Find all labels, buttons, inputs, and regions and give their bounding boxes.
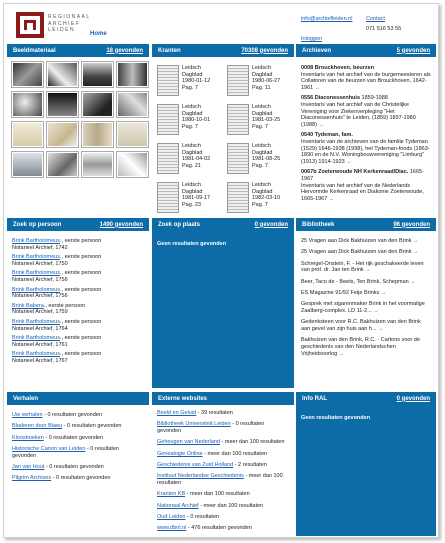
person-source: Notarieel Archief, 1761 <box>12 341 68 348</box>
external-item <box>157 421 289 435</box>
newspaper-thumbnail[interactable] <box>227 182 249 213</box>
newspaper-date: 1982-03-10 <box>252 195 281 202</box>
archive-title: 0540 Tydeman, fam. <box>301 132 353 139</box>
external-link[interactable]: Nationaal Archief <box>157 502 199 509</box>
library-title: Bakhuizen van den Brink, R.C. - Cartons voor de geschiedenis van den Nederlandschen Vrijheidsoorlog <box>301 337 420 358</box>
newspaper-name: Dagblad <box>182 149 203 156</box>
email-link[interactable]: info@archiefleiden.nl <box>301 16 353 22</box>
person-source: Notarieel Archief, 1756 <box>12 276 68 283</box>
external-item <box>157 525 289 532</box>
more-arrow-icon[interactable]: → <box>338 351 345 358</box>
person-source: Notarieel Archief, 1756 <box>12 293 68 300</box>
archive-description: Inventaris van het archief van de Christelijke Vereniging voor Ziekenverpleging "Het Diaconessenhuis" te Leiden, (1859) 1897-1980 (1988) <box>301 101 416 128</box>
person-item <box>12 351 144 364</box>
site-header <box>4 4 438 44</box>
image-thumbnail[interactable] <box>47 92 78 117</box>
newspaper-name: Dagblad <box>252 71 273 78</box>
newspaper-name: Dagblad <box>252 188 273 195</box>
newspaper-name: Leidsch <box>252 65 271 71</box>
newspaper-item[interactable] <box>157 182 223 214</box>
newspaper-date: 1980-01-12 <box>182 78 211 85</box>
newspaper-thumbnail[interactable] <box>157 182 179 213</box>
more-arrow-icon[interactable]: → <box>318 121 324 128</box>
person-source: Notarieel Archief, 1767 <box>12 357 68 364</box>
image-thumbnail[interactable] <box>82 62 113 87</box>
archive-title: 0008 Brouckhoven, beurzen <box>301 65 375 71</box>
panel-title: Beeldmateriaal <box>13 47 56 54</box>
more-arrow-icon[interactable]: → <box>314 84 321 91</box>
story-link[interactable]: Jan van Hout <box>12 463 45 470</box>
archive-logo-icon[interactable] <box>16 12 44 38</box>
external-item <box>157 514 289 521</box>
person-role: ., eerste persoon <box>60 286 102 293</box>
newspaper-name: Leidsch <box>182 104 201 110</box>
library-title: Gesprek met sigarenmaker Brink in het voormalige Zaalberg-complex. LD 11-2... <box>301 301 425 315</box>
external-link[interactable]: Beeld en Geluid <box>157 410 197 416</box>
newspaper-item[interactable] <box>227 65 293 98</box>
archive-years: 1665-1967 <box>301 169 424 182</box>
newspaper-item[interactable] <box>157 65 223 98</box>
story-result: - 0 resultaten gevonden <box>12 445 120 459</box>
library-title: ES Magazine 91/92 Feije Brinks <box>301 289 380 296</box>
library-item[interactable] <box>301 290 431 297</box>
newspaper-date: 1981-03-25 <box>252 117 281 124</box>
newspaper-name: Dagblad <box>252 149 273 156</box>
newspaper-grid <box>157 65 289 214</box>
archive-item[interactable] <box>301 65 431 91</box>
newspaper-page: Pag. 7 <box>252 123 268 130</box>
image-thumbnail[interactable] <box>82 152 113 177</box>
newspaper-date: 1980-06-27 <box>252 78 281 85</box>
external-item <box>157 473 289 487</box>
person-link[interactable]: Brink Babera <box>12 302 44 309</box>
library-title: Gedenksteen voor R.C. Bakhuizen van den Brink aan gevel van zijn huis aan h... <box>301 319 421 333</box>
newspaper-page: Pag. 11 <box>252 84 271 91</box>
image-thumbnail[interactable] <box>47 122 78 147</box>
image-thumbnail[interactable] <box>12 92 43 117</box>
archive-description: Inventaris van het archief van de Nederlands Hervormde Kerkenraad en Diakonie Zoeterwoude, 1665-1967 <box>301 182 424 202</box>
story-result: - 0 resultaten gevonden <box>62 423 122 430</box>
newspaper-name: Dagblad <box>182 188 203 195</box>
story-item <box>12 423 144 430</box>
story-link[interactable]: Bladeren door Blaeu <box>12 423 63 430</box>
external-result: - 39 resultaten <box>196 410 233 416</box>
no-results-message: Geen resultaten gevonden <box>301 415 371 421</box>
newspaper-item[interactable] <box>157 104 223 137</box>
story-item <box>12 412 144 419</box>
panel-beeldmateriaal <box>7 44 149 214</box>
person-source: Notarieel Archief, 1750 <box>12 260 68 267</box>
image-thumbnail[interactable] <box>117 62 148 87</box>
archive-title: 0556 Diaconessenhuis <box>301 95 361 102</box>
newspaper-page: Pag. 7 <box>182 84 198 91</box>
story-link[interactable]: Historische Canon van Leiden <box>12 445 86 452</box>
library-title: 25 Vragen aan Dick Bakhuizen van den Brink <box>301 238 412 244</box>
story-link[interactable]: Kloosboeken <box>12 434 44 441</box>
result-count-link[interactable]: 5 gevonden <box>396 47 430 54</box>
newspaper-thumbnail[interactable] <box>227 143 249 174</box>
panel-plaats <box>152 218 294 388</box>
external-result: - 2 resultaten <box>233 461 267 468</box>
person-item <box>12 238 144 251</box>
more-arrow-icon[interactable]: → <box>413 238 419 244</box>
home-link[interactable]: Home <box>90 31 107 37</box>
person-link[interactable]: Brink Bartholomeus <box>12 238 60 244</box>
external-result: - meer dan 100 resultaten <box>157 473 283 487</box>
external-result: - meer dan 100 resultaten <box>220 439 285 446</box>
newspaper-name: Dagblad <box>252 110 273 117</box>
panel-kranten <box>152 44 294 214</box>
newspaper-page: Pag. 7 <box>252 162 268 169</box>
panel-bibliotheek <box>296 218 436 388</box>
person-role: ., eerste persoon <box>60 270 102 277</box>
panel-title: Bibliotheek <box>302 221 335 228</box>
panel-persoon <box>7 218 149 388</box>
newspaper-thumbnail[interactable] <box>227 104 249 135</box>
newspaper-name: Leidsch <box>182 143 201 149</box>
newspaper-name: Leidsch <box>252 143 271 149</box>
image-thumbnail[interactable] <box>117 152 148 177</box>
story-item <box>12 435 144 442</box>
person-item <box>12 319 144 332</box>
library-item[interactable] <box>301 301 431 315</box>
library-item[interactable] <box>301 337 431 357</box>
panel-title: Info RAL <box>302 395 327 402</box>
library-item[interactable] <box>301 319 431 333</box>
panel-title: Zoek op plaats <box>158 221 201 228</box>
external-item <box>157 439 289 446</box>
result-count-link[interactable]: 96 gevonden <box>393 221 430 228</box>
contact-link[interactable]: Contact <box>366 16 385 22</box>
story-result: - 0 resultaten gevonden <box>44 463 104 470</box>
external-item <box>157 503 289 510</box>
newspaper-item[interactable] <box>227 104 293 137</box>
library-item[interactable] <box>301 261 431 275</box>
newspaper-date: 1980-10-01 <box>182 117 211 124</box>
person-link[interactable]: Brink Bartholomeus <box>12 286 60 293</box>
story-result: - 0 resultaten gevonden <box>51 475 111 482</box>
person-role: ., eerste persoon <box>60 351 102 358</box>
newspaper-name: Leidsch <box>182 65 201 71</box>
external-link[interactable]: Instituut Nederlandse Geschiedenis <box>157 473 244 480</box>
external-result: - meer dan 100 resultaten <box>202 450 268 457</box>
newspaper-name: Leidsch <box>252 104 271 110</box>
person-role: ., eerste persoon <box>43 302 86 309</box>
newspaper-thumbnail[interactable] <box>157 143 179 174</box>
panel-title: Zoek op persoon <box>13 221 62 228</box>
external-link[interactable]: Kranten KB <box>157 491 186 498</box>
more-arrow-icon[interactable]: → <box>373 308 379 315</box>
archive-years: 1859-1988 <box>360 95 388 102</box>
person-link[interactable]: Brink Bartholomeus <box>12 270 60 277</box>
person-role: ., eerste persoon <box>60 318 102 325</box>
newspaper-thumbnail[interactable] <box>157 65 179 96</box>
panel-externe-websites <box>152 392 294 536</box>
person-link[interactable]: Brink Bartholomeus <box>12 318 60 325</box>
result-count-link[interactable]: 1490 gevonden <box>99 221 143 228</box>
panel-title: Verhalen <box>13 395 39 402</box>
external-link[interactable]: Oud Leiden <box>157 513 186 520</box>
external-item <box>157 491 289 498</box>
person-source: Notarieel Archief, 1742 <box>12 244 68 251</box>
newspaper-thumbnail[interactable] <box>227 65 249 96</box>
image-thumbnail[interactable] <box>117 122 148 147</box>
newspaper-name: Leidsch <box>252 182 271 188</box>
page <box>3 3 439 538</box>
newspaper-item[interactable] <box>227 143 293 176</box>
image-thumbnail[interactable] <box>12 62 43 87</box>
external-item <box>157 451 289 458</box>
more-arrow-icon[interactable]: → <box>380 289 387 296</box>
library-title: 25 Vragen aan Dick Bakhuizen van den Brink <box>301 249 412 256</box>
panel-verhalen <box>7 392 149 536</box>
newspaper-date: 1981-04-02 <box>182 156 211 163</box>
result-count-link[interactable]: 18 gevonden <box>106 47 143 54</box>
external-item <box>157 410 289 417</box>
story-item <box>12 446 144 460</box>
external-result: - 0 resultaten <box>185 513 220 520</box>
more-arrow-icon[interactable]: → <box>413 249 419 256</box>
person-role: ., eerste persoon <box>60 254 102 261</box>
library-item[interactable] <box>301 249 431 256</box>
archive-description: Inventaris van het archief van de burgemeesteren als Collatoren van de beurzen van Brouckhoven, 1642-1961 <box>301 71 431 91</box>
panel-archieven <box>296 44 436 214</box>
result-count-link[interactable]: 0 gevonden <box>254 221 288 228</box>
phone-number: 071 516 53 55 <box>366 26 402 32</box>
archive-item[interactable] <box>301 132 431 165</box>
newspaper-thumbnail[interactable] <box>157 104 179 135</box>
newspaper-page: Pag. 7 <box>182 123 198 130</box>
newspaper-name: Leidsch <box>182 182 201 188</box>
newspaper-page: Pag. 23 <box>182 201 201 208</box>
story-item <box>12 475 144 482</box>
logo-line: REGIONAAL <box>48 14 91 20</box>
person-role: ., eerste persoon <box>60 238 102 244</box>
no-results-message: Geen resultaten gevonden <box>157 241 227 247</box>
more-arrow-icon[interactable]: → <box>365 267 371 274</box>
person-link[interactable]: Brink Bartholomeus <box>12 254 60 261</box>
more-arrow-icon[interactable]: → <box>410 278 416 285</box>
library-title: Beer, Taco de - Beets, Ten Brink, Schepman <box>301 278 409 285</box>
external-result: - 476 resultaten gevonden <box>186 525 252 532</box>
library-title: Schregel-Onstein, F. - Het rijk geschakeerde leven van prof. dr. Jan ten Brink <box>301 260 424 274</box>
image-thumbnail[interactable] <box>47 152 78 177</box>
archive-title: 0067b Zoeterwoude NH Kerkenraad/Diac. <box>301 169 409 176</box>
panel-title: Externe websites <box>158 395 208 402</box>
image-thumbnail[interactable] <box>82 92 113 117</box>
result-count-link[interactable]: 70308 gevonden <box>241 47 288 54</box>
image-thumbnail[interactable] <box>82 122 113 147</box>
newspaper-page: Pag. 21 <box>182 162 201 169</box>
person-item <box>12 287 144 300</box>
external-link[interactable]: Geheugen van Nederland <box>157 439 220 446</box>
newspaper-page: Pag. 7 <box>252 201 268 208</box>
archive-description: Inventaris van de archieven van de familie Tydeman (1529) 1646-1938 (1998), het Tydeman-fonds (1863-1890 en de N.V. Woningbouwvereniging "Limburg" (1913) 1914-1923 <box>301 138 430 165</box>
archive-item[interactable] <box>301 95 431 128</box>
person-link[interactable]: Brink Bartholomeus <box>12 335 60 342</box>
story-item <box>12 464 144 471</box>
image-thumbnail[interactable] <box>117 92 148 117</box>
story-result: - 0 resultaten gevonden <box>42 412 102 418</box>
login-link[interactable]: Inloggen <box>301 36 323 42</box>
panel-title: Archieven <box>302 47 332 54</box>
person-item <box>12 303 144 316</box>
external-result: - meer dan 100 resultaten <box>185 491 250 498</box>
story-link[interactable]: Pilgrim Archives <box>12 475 52 482</box>
person-role: ., eerste persoon <box>60 335 102 342</box>
more-arrow-icon[interactable]: → <box>378 326 384 333</box>
external-link[interactable]: Bibliotheek Universiteit Leiden <box>157 421 231 428</box>
image-thumbnail[interactable] <box>47 62 78 87</box>
external-link[interactable]: Genealogie Online <box>157 450 203 457</box>
more-arrow-icon[interactable]: → <box>328 195 335 202</box>
story-result: - 0 resultaten gevonden <box>43 434 104 441</box>
newspaper-item[interactable] <box>157 143 223 176</box>
newspaper-date: 1981-09-17 <box>182 195 211 202</box>
archive-item[interactable] <box>301 169 431 202</box>
newspaper-item[interactable] <box>227 182 293 214</box>
external-result: - meer dan 100 resultaten <box>198 502 264 509</box>
person-link[interactable]: Brink Bartholomeus <box>12 351 60 358</box>
external-item <box>157 462 289 469</box>
person-source: Notarieel Archief, 1759 <box>12 309 68 316</box>
person-source: Notarieel Archief, 1764 <box>12 325 68 332</box>
logo-line: ARCHIEF <box>48 20 81 27</box>
more-arrow-icon[interactable]: → <box>346 158 352 165</box>
newspaper-date: 1981-08-25 <box>252 156 281 163</box>
image-thumbnail[interactable] <box>12 122 43 147</box>
logo-text <box>48 14 91 34</box>
person-item <box>12 335 144 348</box>
external-link[interactable]: Geschiedenis van Zuid Holland <box>157 461 234 468</box>
logo-line: LEIDEN <box>48 27 76 33</box>
result-count-link[interactable]: 0 gevonden <box>396 395 430 402</box>
panel-info-ral <box>296 392 436 536</box>
person-item <box>12 270 144 283</box>
image-grid <box>12 60 144 177</box>
newspaper-name: Dagblad <box>182 110 203 117</box>
external-link[interactable]: www.dbnl.nl <box>157 525 187 532</box>
image-thumbnail[interactable] <box>12 152 43 177</box>
panel-title: Kranten <box>158 47 181 54</box>
external-result: - 0 resultaten gevonden <box>157 421 265 435</box>
newspaper-name: Dagblad <box>182 71 203 78</box>
person-item <box>12 254 144 267</box>
story-link[interactable]: Uw verhalen <box>12 412 43 418</box>
library-item[interactable] <box>301 279 431 286</box>
library-item[interactable] <box>301 238 431 245</box>
